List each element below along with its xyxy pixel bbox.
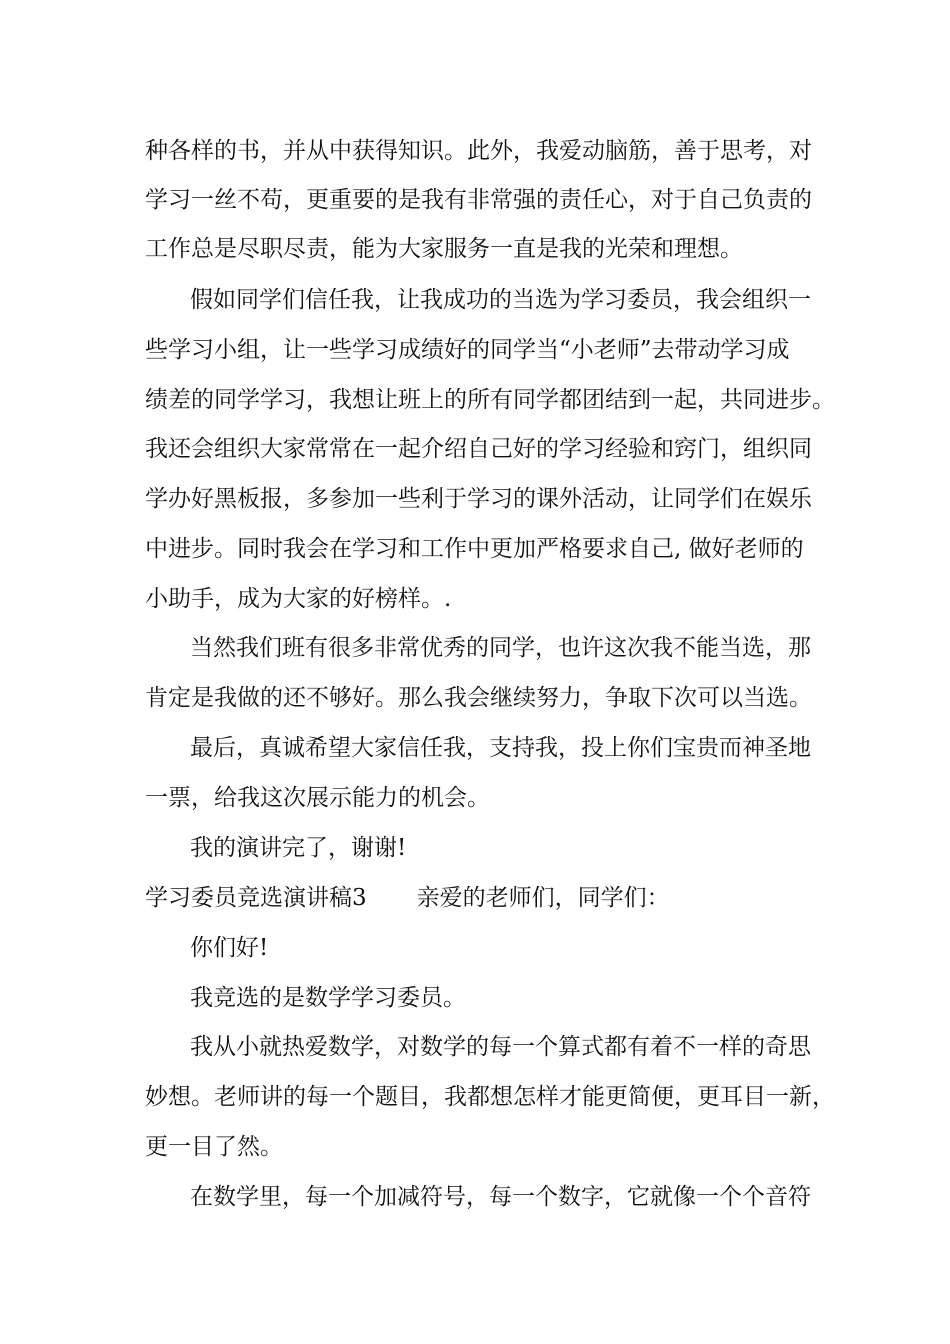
text-line: 学办好黑板报，多参加一些利于学习的课外活动，让同学们在娱乐 (145, 486, 812, 512)
text-line: 中进步。同时我会在学习和工作中更加严格要求自己, 做好老师的 (145, 536, 804, 562)
text-line: 肯定是我做的还不够好。那么我会继续努力，争取下次可以当选。 (145, 685, 812, 711)
text-line: 假如同学们信任我，让我成功的当选为学习委员，我会组织一 (190, 287, 811, 313)
text-line: 当然我们班有很多非常优秀的同学，也许这次我不能当选，那 (190, 635, 811, 661)
salutation: 亲爱的老师们，同学们： (416, 885, 670, 911)
text-line: 绩差的同学学习，我想让班上的所有同学都团结到一起，共同进步。 (145, 387, 835, 413)
text-line: 妙想。老师讲的每一个题目，我都想怎样才能更简便，更耳目一新， (145, 1084, 835, 1110)
text-line: 一票，给我这次展示能力的机会。 (145, 785, 490, 811)
text-line: 我从小就热爱数学，对数学的每一个算式都有着不一样的奇思 (190, 1034, 811, 1060)
text-line: 小助手，成为大家的好榜样。. (145, 586, 452, 612)
text-line: 工作总是尽职尽责，能为大家服务一直是我的光荣和理想。 (145, 236, 743, 262)
text-line: 我竞选的是数学学习委员。 (190, 985, 466, 1011)
section-title: 学习委员竞选演讲稿3 (145, 885, 367, 911)
text-line: 种各样的书，并从中获得知识。此外，我爱动脑筋，善于思考，对 (145, 138, 812, 164)
text-line: 学习一丝不苟，更重要的是我有非常强的责任心，对于自己负责的 (145, 187, 812, 213)
text-line: 在数学里，每一个加减符号，每一个数字，它就像一个个音符 (190, 1184, 811, 1210)
text-line: 我还会组织大家常常在一起介绍自己好的学习经验和窍门，组织同 (145, 436, 812, 462)
text-line: 些学习小组，让一些学习成绩好的同学当“小老师”去带动学习成 (145, 337, 790, 363)
text-line: 最后，真诚希望大家信任我，支持我，投上你们宝贵而神圣地 (190, 735, 811, 761)
section-heading-line (145, 883, 670, 913)
text-line: 更一目了然。 (145, 1134, 283, 1160)
text-line: 你们好! (190, 935, 269, 961)
text-line: 我的演讲完了，谢谢! (190, 835, 407, 861)
